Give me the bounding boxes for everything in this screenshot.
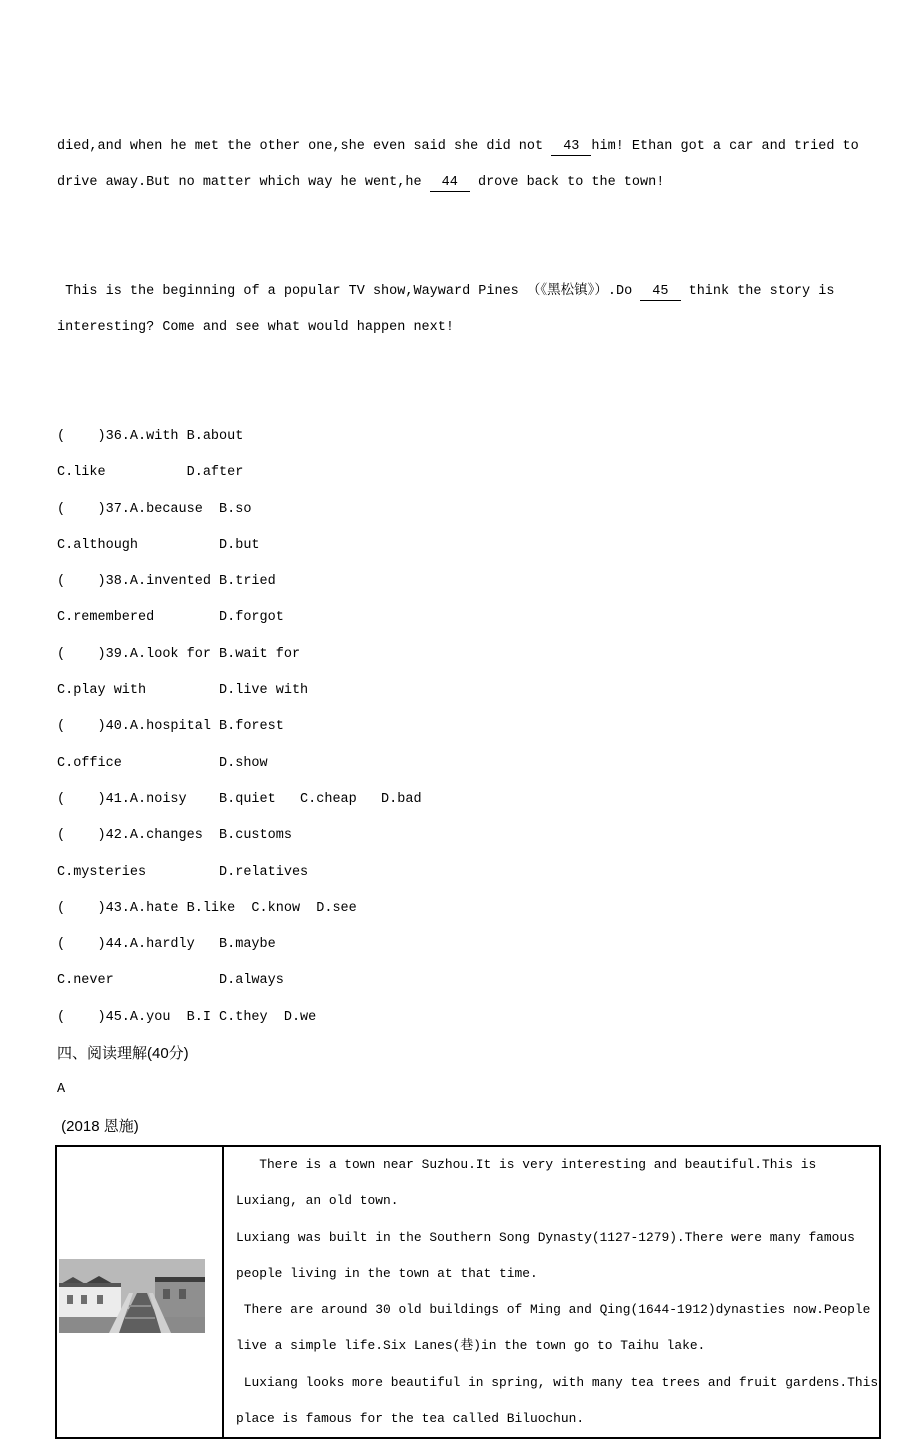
reading-line: Luxiang looks more beautiful in spring, with many tea trees and fruit gardens.This xyxy=(236,1374,879,1390)
reading-passage xyxy=(224,1147,879,1437)
reading-line: people living in the town at that time. xyxy=(236,1265,538,1281)
option-line-43: ( )43.A.hate B.like C.know D.see xyxy=(57,900,357,916)
passage-source: (2018 恩施) xyxy=(57,1117,139,1135)
option-line-37: ( )37.A.because B.so xyxy=(57,501,252,517)
blank-43: 43 xyxy=(551,138,591,156)
old-town-photo xyxy=(59,1259,205,1333)
cloze-paragraph-2 xyxy=(57,274,869,347)
cloze-text: drove back to the town! xyxy=(469,174,665,190)
reading-line: Luxiang was built in the Southern Song Dynasty(1127-1279).There were many famous xyxy=(236,1229,855,1245)
option-line-37cd: C.although D.but xyxy=(57,537,260,553)
table-row xyxy=(56,1146,880,1438)
reading-line: There are around 30 old buildings of Ming and Qing(1644-1912)dynasties now.People xyxy=(236,1302,871,1318)
reading-table xyxy=(55,1145,881,1439)
reading-line: place is famous for the tea called Biluochun. xyxy=(236,1410,585,1426)
cloze-options xyxy=(57,419,920,1036)
option-line-36cd: C.like D.after xyxy=(57,465,244,481)
passage-cell xyxy=(223,1146,880,1438)
cloze-text: think the story is interesting? Come and see what would happen next! xyxy=(57,283,843,336)
section-header: 四、阅读理解(40分) xyxy=(57,1045,189,1063)
reading-line: live a simple life.Six Lanes(巷)in the town go to Taihu lake. xyxy=(236,1338,706,1354)
reading-line: Luxiang, an old town. xyxy=(236,1193,399,1209)
option-line-42cd: C.mysteries D.relatives xyxy=(57,864,309,880)
cloze-text: him! Ethan got a car and tried to drive away.But no matter which way he went,he xyxy=(57,138,867,190)
cloze-paragraph-1 xyxy=(57,129,869,202)
reading-line: There is a town near Suzhou.It is very interesting and beautiful.This is xyxy=(236,1156,817,1172)
option-line-38cd: C.remembered D.forgot xyxy=(57,610,284,626)
option-line-41: ( )41.A.noisy B.quiet C.cheap D.bad xyxy=(57,791,422,807)
option-line-40: ( )40.A.hospital B.forest xyxy=(57,719,284,735)
next-table-row-border xyxy=(55,1262,57,1302)
option-line-36: ( )36.A.with B.about xyxy=(57,428,244,444)
photo-cell xyxy=(56,1146,223,1438)
option-line-38: ( )38.A.invented B.tried xyxy=(57,574,276,590)
cloze-text: died,and when he met the other one,she even said she did not xyxy=(57,138,552,154)
option-line-45: ( )45.A.you B.I C.they D.we xyxy=(57,1009,317,1025)
option-line-39: ( )39.A.look for B.wait for xyxy=(57,646,301,662)
blank-45: 45 xyxy=(640,283,680,301)
option-line-40cd: C.office D.show xyxy=(57,755,268,771)
blank-44: 44 xyxy=(430,174,470,192)
option-line-44: ( )44.A.hardly B.maybe xyxy=(57,937,276,953)
option-line-44cd: C.never D.always xyxy=(57,973,284,989)
option-line-42: ( )42.A.changes B.customs xyxy=(57,828,292,844)
cloze-passage xyxy=(57,56,869,419)
option-line-39cd: C.play with D.live with xyxy=(57,683,309,699)
cloze-text: This is the beginning of a popular TV show,Wayward Pines （《黑松镇》）.Do xyxy=(57,283,641,299)
passage-label: A xyxy=(57,1082,66,1098)
